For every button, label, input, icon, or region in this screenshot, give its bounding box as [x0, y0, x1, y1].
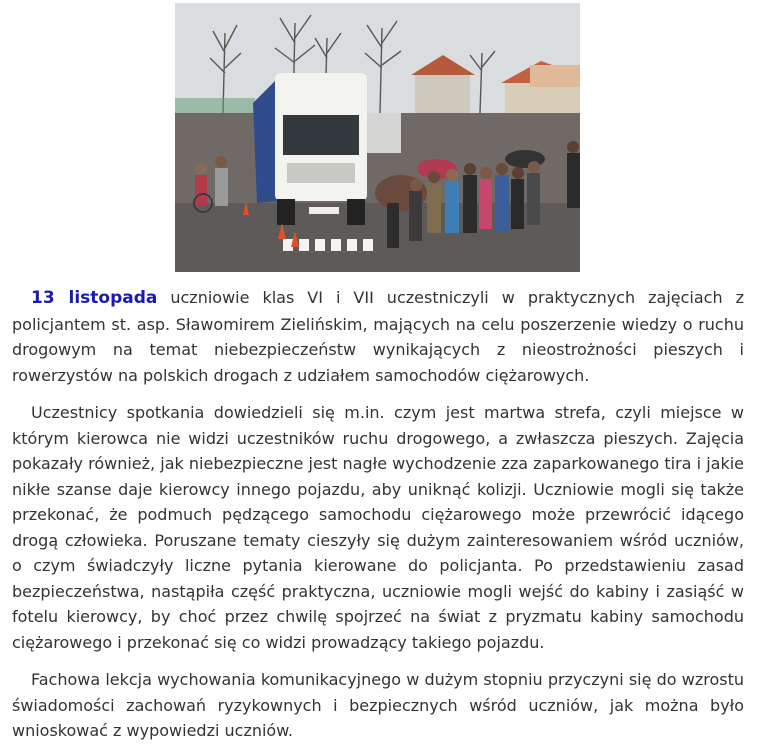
article-body [12, 285, 744, 756]
article-paragraph [12, 285, 744, 388]
lead-date: 13 listopada [31, 288, 158, 308]
article-paragraph: Fachowa lekcja wychowania komunikacyjnego w dużym stopniu przyczyni się do wzrostu świadomości zachowań ryzykownych i bezpiecznych wśród uczniów, jak można było wnioskować z wypowiedzi uczniów. [12, 670, 744, 740]
photo-house [415, 73, 470, 113]
article-photo-truck [175, 3, 580, 272]
paragraph-text: uczniowie klas VI i VII uczestniczyli w praktycznych zajęciach z policjantem st. asp. Sławomirem Zielińskim, mających na celu poszerzenie wiedzy o ruchu drogowym na temat niebezpieczeństw wynikających z nieostrożności pieszych i rowerzystów na polskich drogach z udziałem samochodów ciężarowych. [12, 288, 745, 385]
article-paragraph: Uczestnicy spotkania dowiedzieli się m.in. czym jest martwa strefa, czyli miejsce w którym kierowca nie widzi uczestników ruchu drogowego, a zwłaszcza pieszych. Zajęcia pokazały również, jak niebezpieczne jest nagłe wychodzenie zza zaparkowanego tira i jakie nikłe szanse daje kierowcy innego pojazdu, aby uniknąć kolizji. Uczniowie mogli się także przekonać, że podmuch pędzącego samochodu ciężarowego może przewrócić idącego drogą człowieka. Poruszane tematy cieszyły się dużym zainteresowaniem wśród uczniów, o czym świadczyły liczne pytania kierowane do policjanta. Po przedstawieniu zasad bezpieczeństwa, nastąpiła część praktyczna, uczniowie mogli wejść do kabiny i zasiąść w fotelu kierowcy, by choć przez chwilę spojrzeć na świat z pryzmatu kabiny samochodu ciężarowego i przekonać się co widzi prowadzący takiego pojazdu. [12, 403, 744, 652]
